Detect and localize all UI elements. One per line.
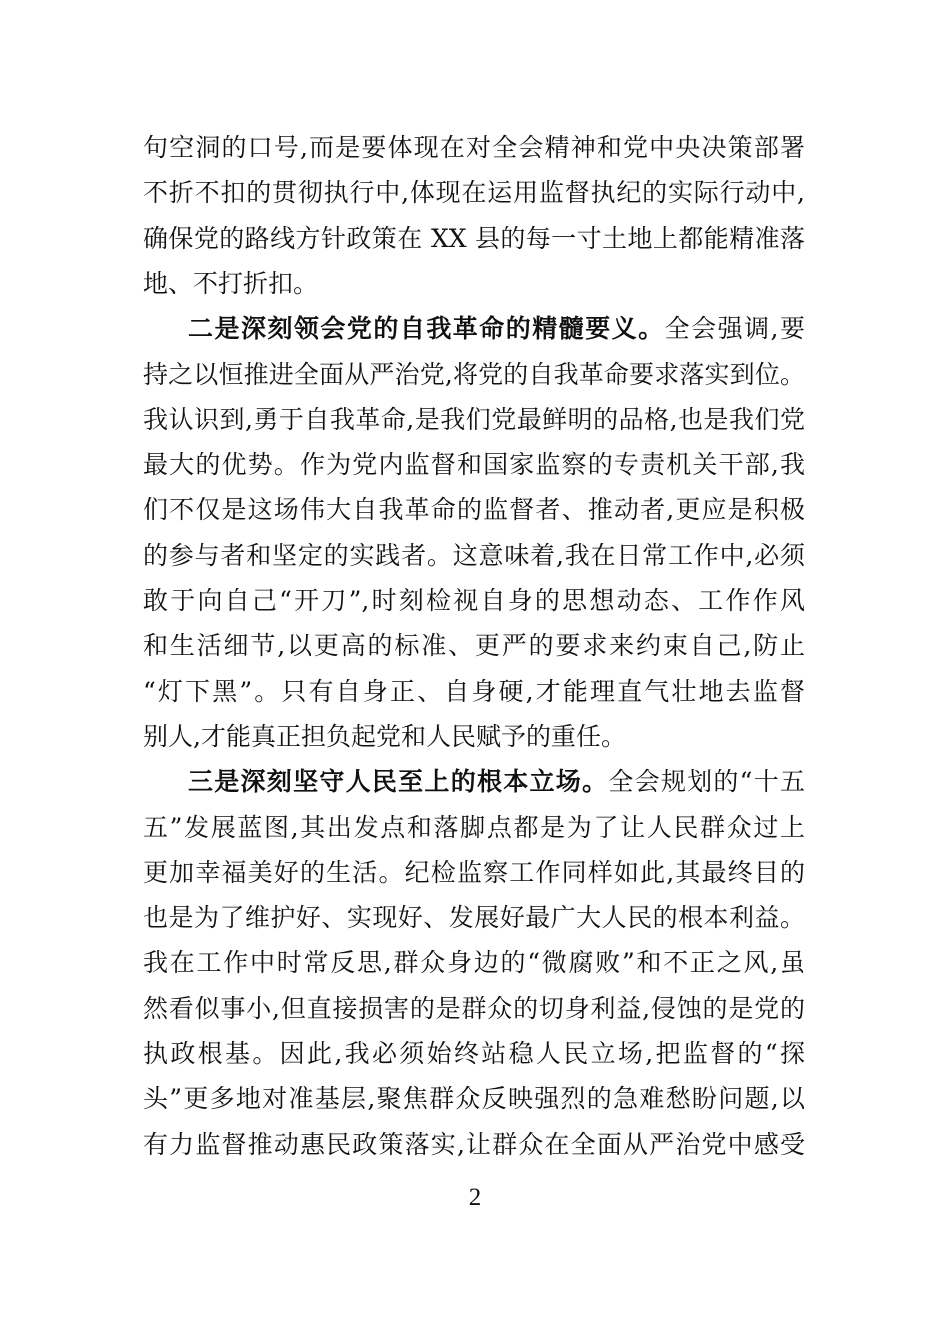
text-line: 别人,才能真正担负起党和人民赋予的重任。: [143, 721, 626, 751]
text-line: 地、不打折扣。: [143, 268, 319, 298]
text-line: 最大的优势。作为党内监督和国家监察的专责机关干部,我: [143, 450, 805, 480]
text-line: 持之以恒推进全面从严治党,将党的自我革命要求落实到位。: [143, 359, 805, 389]
paragraph-2-first-line: [188, 306, 805, 351]
text-line: 我在工作中时常反思,群众身边的“微腐败”和不正之风,虽: [143, 948, 805, 978]
paragraph-heading: 二是深刻领会党的自我革命的精髓要义。: [188, 314, 665, 344]
text-line: 不折不扣的贯彻执行中,体现在运用监督执纪的实际行动中,: [143, 178, 805, 208]
text-line: 更加幸福美好的生活。纪检监察工作同样如此,其最终目的: [143, 857, 805, 887]
page-number: 2: [468, 1184, 482, 1211]
paragraph-text: 全会强调,要: [664, 314, 805, 344]
text-line: 五”发展蓝图,其出发点和落脚点都是为了让人民群众过上: [143, 812, 805, 842]
text-line: 执政根基。因此,我必须始终站稳人民立场,把监督的“探: [143, 1039, 805, 1068]
paragraph-heading: 三是深刻坚守人民至上的根本立场。: [188, 767, 609, 797]
text-line: “灯下黑”。只有自身正、自身硬,才能理直气壮地去监督: [143, 676, 805, 706]
text-line: 我认识到,勇于自我革命,是我们党最鲜明的品格,也是我们党: [143, 404, 805, 434]
text-line: 头”更多地对准基层,聚焦群众反映强烈的急难愁盼问题,以: [143, 1084, 805, 1114]
text-line: 和生活细节,以更高的标准、更严的要求来约束自己,防止: [143, 631, 805, 661]
text-line: 然看似事小,但直接损害的是群众的切身利益,侵蚀的是党的: [143, 993, 805, 1023]
text-line: 也是为了维护好、实现好、发展好最广大人民的根本利益。: [143, 903, 805, 933]
paragraph-text: 全会规划的“十五: [608, 767, 805, 797]
paragraph-3-first-line: [188, 759, 805, 804]
text-line: 敢于向自己“开刀”,时刻检视自身的思想动态、工作作风: [143, 586, 805, 615]
text-line: 的参与者和坚定的实践者。这意味着,我在日常工作中,必须: [143, 540, 805, 570]
text-line: 句空洞的口号,而是要体现在对全会精神和党中央决策部署: [143, 133, 805, 162]
text-line: 确保党的路线方针政策在 XX 县的每一寸土地上都能精准落: [143, 223, 805, 253]
text-line: 有力监督推动惠民政策落实,让群众在全面从严治党中感受: [143, 1129, 805, 1159]
text-line: 们不仅是这场伟大自我革命的监督者、推动者,更应是积极: [143, 495, 805, 525]
